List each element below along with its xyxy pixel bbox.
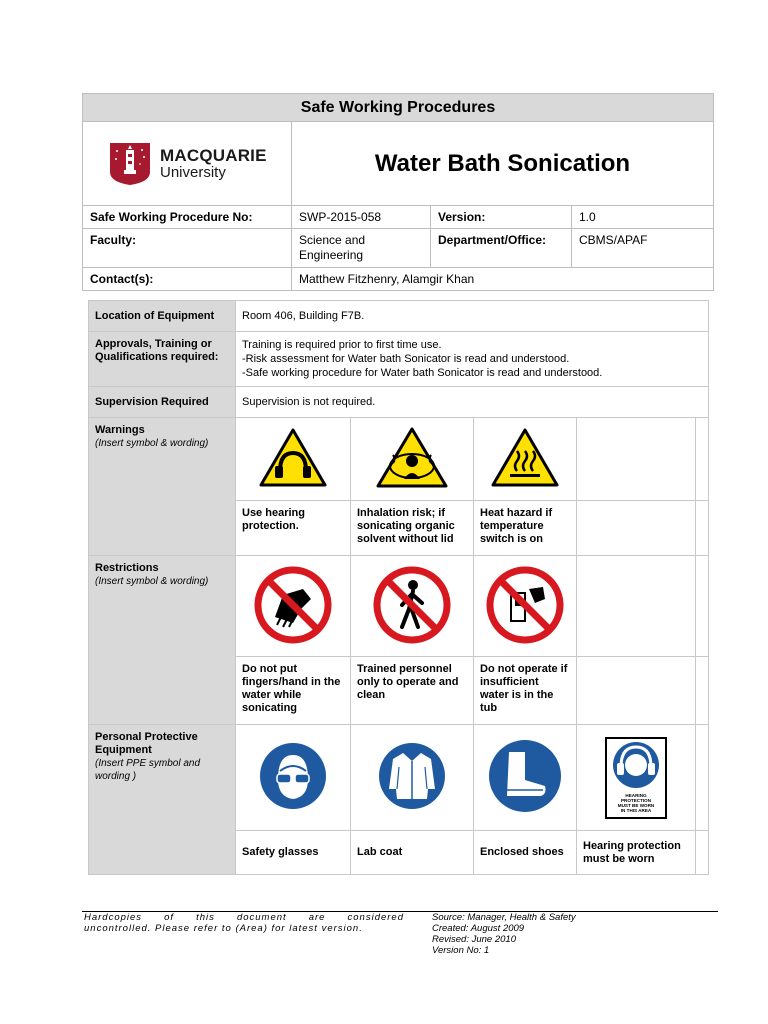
restriction-caption: Do not put fingers/hand in the water while sonicating: [236, 657, 351, 725]
restrictions-label: Restrictions: [95, 562, 159, 574]
warnings-sub: (Insert symbol & wording): [95, 438, 209, 449]
logo-cell: [83, 122, 292, 206]
ear-muffs-icon: [607, 741, 665, 791]
supervision-label: Supervision Required: [89, 387, 236, 418]
empty-cell: [577, 418, 696, 501]
footer-disclaimer-line2: uncontrolled. Please refer to (Area) for latest version.: [84, 923, 363, 934]
footer-disclaimer: [84, 912, 404, 934]
supervision-value: Supervision is not required.: [236, 387, 709, 418]
enclosed-shoes-icon: [487, 738, 563, 814]
faculty-label: Faculty:: [83, 229, 292, 268]
contacts-value: Matthew Fitzhenry, Alamgir Khan: [292, 268, 714, 291]
ppe-symbol-cell: [351, 725, 474, 831]
warnings-label: Warnings: [95, 424, 145, 436]
footer-version: Version No: 1: [432, 945, 490, 956]
heat-warning-icon: [490, 427, 560, 489]
ppe-caption: Hearing protection must be worn: [577, 831, 696, 875]
approvals-line: -Safe working procedure for Water bath Sonicator is read and understood.: [242, 367, 603, 379]
approvals-value: [236, 332, 709, 387]
approvals-line: -Risk assessment for Water bath Sonicator is read and understood.: [242, 353, 570, 365]
ppe-label: Personal Protective Equipment: [95, 731, 198, 756]
warning-caption: Inhalation risk; if sonicating organic solvent without lid: [351, 501, 474, 556]
warnings-label-cell: [89, 418, 236, 556]
ppe-symbol-cell: [474, 725, 577, 831]
hearing-protection-sign-icon: [605, 737, 667, 819]
no-operate-icon: [485, 565, 565, 645]
footer-document-info: [432, 912, 576, 956]
ppe-caption: Enclosed shoes: [474, 831, 577, 875]
contacts-label: Contact(s):: [83, 268, 292, 291]
location-label: Location of Equipment: [89, 301, 236, 332]
warning-caption: Use hearing protection.: [236, 501, 351, 556]
inhalation-warning-icon: [375, 427, 449, 489]
ppe-caption: Safety glasses: [236, 831, 351, 875]
sign-line: PROTECTION: [620, 797, 652, 803]
warning-caption: Heat hazard if temperature switch is on: [474, 501, 577, 556]
logo-wordmark-line1: MACQUARIE: [160, 146, 267, 165]
empty-cell: [696, 501, 709, 556]
warning-symbol-cell: [474, 418, 577, 501]
approvals-line: Training is required prior to first time use.: [242, 339, 442, 351]
version-value: 1.0: [572, 206, 714, 229]
empty-cell: [696, 725, 709, 831]
ppe-label-cell: [89, 725, 236, 875]
no-unauthorised-person-icon: [372, 565, 452, 645]
warning-symbol-cell: [236, 418, 351, 501]
department-value: CBMS/APAF: [572, 229, 714, 268]
procedure-header-table: [82, 93, 714, 291]
empty-cell: [696, 657, 709, 725]
empty-cell: [696, 418, 709, 501]
restriction-caption: Trained personnel only to operate and clean: [351, 657, 474, 725]
empty-cell: [696, 831, 709, 875]
ppe-sub: (Insert PPE symbol and wording ): [95, 758, 201, 782]
empty-cell: [577, 556, 696, 657]
empty-cell: [577, 501, 696, 556]
sign-line: IN THIS AREA: [620, 808, 652, 814]
banner-title: Safe Working Procedures: [83, 94, 714, 122]
lab-coat-icon: [377, 741, 447, 811]
swp-number-value: SWP-2015-058: [292, 206, 431, 229]
safety-glasses-icon: [258, 741, 328, 811]
restriction-symbol-cell: [351, 556, 474, 657]
document-title: Water Bath Sonication: [292, 122, 714, 206]
university-crest-icon: [109, 142, 151, 186]
swp-number-label: Safe Working Procedure No:: [83, 206, 292, 229]
sign-line: HEARING: [625, 792, 647, 798]
sign-line: MUST BE WORN: [617, 802, 655, 808]
restrictions-sub: (Insert symbol & wording): [95, 576, 209, 587]
footer-revised: Revised: June 2010: [432, 934, 516, 945]
ppe-symbol-cell: [236, 725, 351, 831]
department-label: Department/Office:: [431, 229, 572, 268]
no-hands-icon: [253, 565, 333, 645]
empty-cell: [577, 657, 696, 725]
approvals-label: Approvals, Training or Qualifications required:: [89, 332, 236, 387]
footer-source: Source: Manager, Health & Safety: [432, 912, 576, 923]
restriction-symbol-cell: [236, 556, 351, 657]
logo-wordmark-line2: University: [160, 164, 226, 181]
ppe-caption: Lab coat: [351, 831, 474, 875]
version-label: Version:: [431, 206, 572, 229]
procedure-details-table: [88, 300, 709, 875]
ppe-symbol-cell: [577, 725, 696, 831]
restriction-symbol-cell: [474, 556, 577, 657]
location-value: Room 406, Building F7B.: [236, 301, 709, 332]
restriction-caption: Do not operate if insufficient water is in the tub: [474, 657, 577, 725]
empty-cell: [696, 556, 709, 657]
footer-disclaimer-line1: Hardcopies of this document are considered: [84, 912, 404, 923]
warning-symbol-cell: [351, 418, 474, 501]
macquarie-logo: [109, 142, 291, 186]
hearing-warning-icon: [258, 427, 328, 489]
restrictions-label-cell: [89, 556, 236, 725]
footer-created: Created: August 2009: [432, 923, 525, 934]
faculty-value: Science and Engineering: [292, 229, 431, 268]
